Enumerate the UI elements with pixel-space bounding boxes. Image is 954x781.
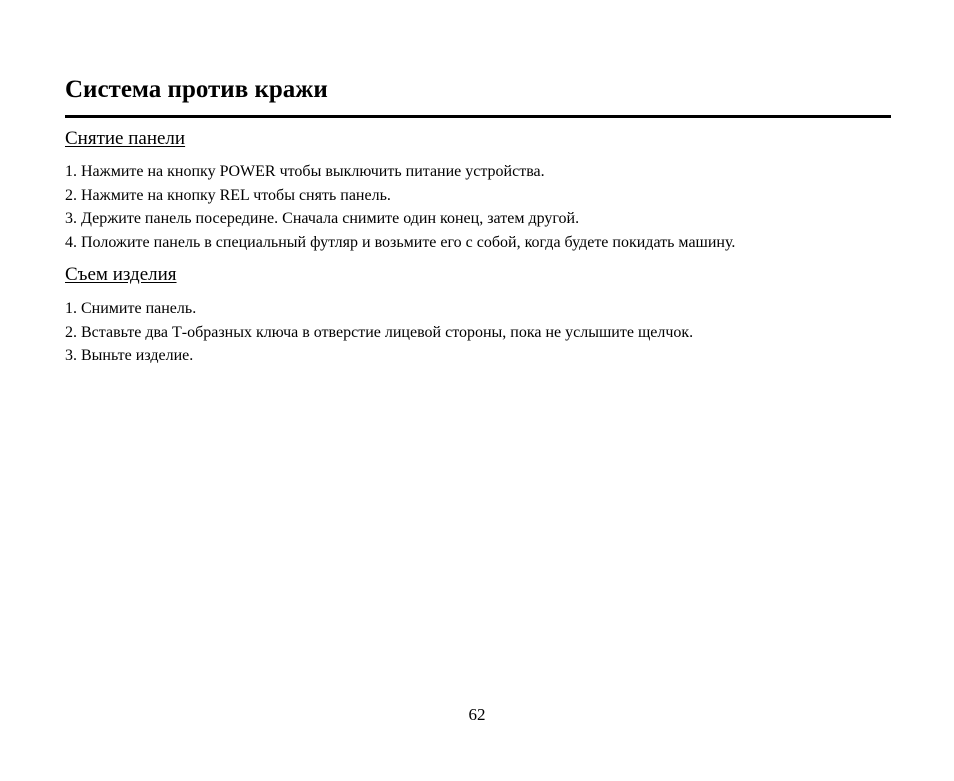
list-item: 3. Выньте изделие.: [65, 347, 194, 364]
page-number: 62: [468, 705, 486, 724]
page-title: Система против кражи: [65, 76, 328, 103]
list-item: 2. Нажмите на кнопку REL чтобы снять панель.: [65, 186, 391, 204]
section-heading-unit-removal: Съем изделия: [65, 264, 177, 285]
list-item: 4. Положите панель в специальный футляр и возьмите его с собой, когда будете покидать машину.: [65, 233, 736, 251]
list-item: 3. Держите панель посередине. Сначала снимите один конец, затем другой.: [65, 210, 580, 227]
list-item: 1. Снимите панель.: [65, 300, 197, 317]
list-item: 1. Нажмите на кнопку POWER чтобы выключить питание устройства.: [65, 163, 545, 180]
list-item: 2. Вставьте два Т-образных ключа в отверстие лицевой стороны, пока не услышите щелчок.: [65, 323, 694, 341]
panel-removal-steps: [65, 160, 735, 254]
unit-removal-steps: [65, 297, 693, 368]
section-heading-panel-removal: Снятие панели: [65, 128, 186, 149]
title-divider: [65, 115, 891, 118]
